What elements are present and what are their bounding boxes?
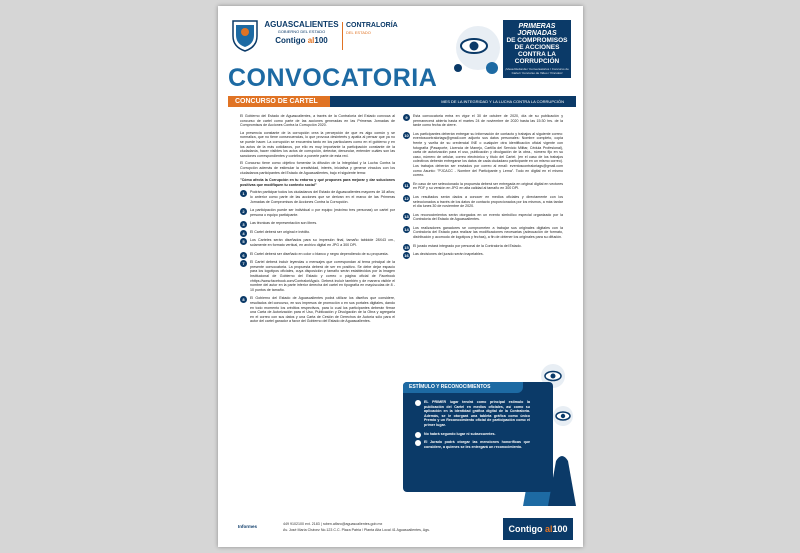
contigo-badge <box>503 518 573 540</box>
rule-text: El Gobierno del Estado de Aguascalientes podrá utilizar los diseños que considere, resultados del concurso, en sus impresos de promoción o en sus portales digitales, dando en todo momento los créditos respectivos, para lo cual los participantes deberán firmar una Carta de Autorización para el Uso, Publicación y Divulgación de la Obra y agregarla en el correo con sus datos y una Carta de Cesión de Derechos de Autoría sólo para el autor del cartel ganador a favor del Gobierno del Estado de Aguascalientes. <box>250 296 395 324</box>
rule-number: 5 <box>240 238 247 245</box>
rule-number: 11 <box>404 182 409 188</box>
rule-item <box>403 195 563 209</box>
stimulus-item <box>415 432 530 437</box>
stimulus-text: No habrá segundo lugar ni subsecuentes. <box>424 431 496 436</box>
contraloria-line-2: DEL ESTADO <box>346 30 371 35</box>
rule-text: Los realizadores ganadores se comprometen a trabajar sus originales digitales con la Contraloría del Estado para realizar las modificaciones necesarias (adecuación de formato, distribución y acomodo de logotipos y fechas), a fin de obtener los originales para su difusión. <box>413 225 563 240</box>
badge-line-2: JORNADAS <box>517 30 557 37</box>
rule-text: Esta convocatoria entra en vigor el 30 de octubre de 2020, día de su publicación y permanecerá abierta hasta el martes 24 de noviembre de 2020 hasta las 15:30 hrs. de la tarde como fecha de cierre. <box>413 114 563 128</box>
rule-number: 14 <box>404 226 409 232</box>
rule-item <box>403 114 563 128</box>
rule-text: Las decisiones del jurado serán inapelables. <box>413 252 484 257</box>
contraloria-line-1: CONTRALORÍA <box>346 22 398 29</box>
contigo-badge-b: al <box>544 524 553 534</box>
gov-slogan-a: Contigo <box>275 36 306 45</box>
rule-item <box>240 260 395 292</box>
rule-text: El Cartel deberá incluir leyendas o mensajes que correspondan al tema principal de la presente convocatoria. La propuesta deberá de ser en positivo. Se debe dejar espacio para los logotipos oficiales, cuya disposición y tamaño serán establecidos por la Imagen Institucional de Gobierno del Estado y correo o página oficial de Facebook vhttps://www.facebook.com/ContraloriAgs/o. Deberá incluir también y de manera visible el nombre del autor en la parte inferior derecha del cartel en tipografía en mayúsculas de 8 - 10 puntos de tamaño. <box>250 260 395 292</box>
rule-text: En caso de ser seleccionado la propuesta deberá ser entregada en original digital en vectores en PDF y su versión en JPG en alta calidad al tamaño en 300 DPI. <box>413 181 563 191</box>
intro-paragraph-1: El Gobierno del Estado de Aguascalientes, a través de la Contraloría del Estado convoca al concurso de cartel como parte de las acciones generadas en las Primeras Jornadas de Compromisos de Acciones Contra la Corrupción 2020. <box>240 114 395 128</box>
stimulus-heading: ESTÍMULO Y RECONOCIMIENTOS <box>403 382 523 393</box>
stimulus-text: El Jurado podrá otorgar las menciones honoríficas que considere, a quienes se les entregará un reconocimiento. <box>424 440 530 449</box>
subtitle-band <box>228 96 576 107</box>
rule-text: Los participantes deberán entregar su información de contacto y trabajos al siguiente correo: eventoscontraloriags@gmail.com adjunto sus datos personales: Nombre completo, copia frente y vuelta de su credencial INE o cualquier otra identificación oficial vigente con fotografía (Pasaporte, Licencia de Manejo, Cartilla del Servicio Militar, Cédula Profesional), carta de autorización para el uso, publicación y divulgación de la obra., número fijo en su caso, número de celular, correo electrónico y título del Cartel. (en el caso de los trabajos colectivos deberán entregarse los datos de cada ciudadano participante en un mismo correo). Los trabajos deberán ser enviados por correo al email: eventoscontraloriags@gmail.com como Asunto: "PJCACC - Nombre del Participante y Lema". Todo en digital en el mismo correo. <box>413 131 563 178</box>
gov-state: AGUASCALIENTES <box>264 20 339 29</box>
intro-paragraph-2: La presencia constante de la corrupción crea la percepción de que es algo común y se normaliza, que no tiene consecuencias, lo que provoca desinterés y apatía al pensar que ya no se puede hacer. La corrupción se encuentra tanto en los particulares como en el gobierno y en los actos de la más cotidianos, por ello es muy importante la participación constante de la ciudadanía, hacer visibles los actos de corrupción, detectar, denunciar, entender cuáles son las sanciones correspondientes y contribuir a ponerle parte de esta red. <box>240 130 395 158</box>
rule-item <box>240 221 395 226</box>
state-crest-icon <box>230 18 260 52</box>
band-right: MES DE LA INTEGRIDAD Y LA LUCHA CONTRA LA CORRUPCIÓN <box>441 99 564 104</box>
rule-text: Los reconocimientos serán otorgados en un evento simbólico especial organizado por la Contraloría del Estado de Aguascalientes. <box>413 212 563 222</box>
gov-sub: GOBIERNO DEL ESTADO <box>277 29 326 34</box>
gov-slogan-b: al <box>307 36 315 45</box>
bullet-icon <box>415 440 421 446</box>
rule-number: 1 <box>240 190 247 197</box>
rule-text: Los resultados serán dados a conocer en medios oficiales y directamente con los seleccionados a través de los datos de contacto proporcionados por los mismos, a más tardar el día lunes 30 de noviembre de 2020. <box>413 194 563 209</box>
page-title: CONVOCATORIA <box>228 64 438 92</box>
footer-address: Av. José María Chávez No.123 C.C. Plaza Patria / Planta Alta Local 41 Aguascalientes, Ags. <box>283 528 430 532</box>
rule-text: El jurado estará integrado por personal de la Contraloría del Estado. <box>413 243 522 248</box>
rule-item <box>403 132 563 178</box>
stimulus-item <box>415 400 530 428</box>
eye-decoration-icon <box>448 16 508 81</box>
rule-text: El Cartel deberá ser diseñado en color o blanco y negro dependiendo de su propuesta. <box>250 251 389 256</box>
rule-item <box>240 296 395 324</box>
rule-text: Los Carteles serán diseñados para su impresión final, tamaño tabloide 28X43 cm., solamente en formato vertical, en archivo digital en JPG a 300 DPI. <box>250 238 395 248</box>
rule-number: 3 <box>240 221 247 228</box>
rule-item <box>403 244 563 249</box>
footer <box>228 518 573 542</box>
rule-item <box>403 252 563 257</box>
right-column <box>403 114 563 261</box>
rule-text: Las técnicas de representación son libres. <box>250 221 318 226</box>
rule-text: El Cartel deberá ser original e inédito. <box>250 229 311 234</box>
band-left: CONCURSO DE CARTEL <box>228 96 330 107</box>
gov-slogan <box>264 36 339 45</box>
badge-small: ¡Mesa Redonda / Conversatorios / Concurso de Cartel / Concurso de Video / Vínculos! <box>505 67 569 75</box>
badge-line-6: CORRUPCIÓN <box>514 58 560 65</box>
rule-item <box>240 252 395 257</box>
badge-date: Octubre de 2020 <box>525 77 549 81</box>
stimulus-item <box>415 440 530 449</box>
badge-line-1: PRIMERAS <box>518 23 556 30</box>
rule-item <box>240 238 395 247</box>
rule-text: La participación puede ser individual o por equipo (máximo tres personas) un cartel por persona o equipo participante. <box>250 208 395 217</box>
rule-number: 6 <box>240 252 247 259</box>
footer-contact: 449 9102100 ext. 2183 | ruben.alfaro@aguascalientes.gob.mx <box>283 522 383 526</box>
poster <box>218 6 583 547</box>
stimulus-text: EL PRIMER lugar tendrá como principal estímulo la publicación del Cartel en medios oficiales, así como su aplicación en la identidad gráfica digital de la Contraloría. Además, se le otorgará una tableta gráfica como único Premio y un Reconocimiento oficial de participación como el primer lugar. <box>424 400 530 427</box>
intro-paragraph-3: El Concurso tiene como objetivo fomentar la difusión de la Integridad y la Lucha Contra la Corrupción además de estimular la creatividad, interés, iniciativa y generar vínculos con los ciudadanos participantes del Estado de Aguascalientes, bajo el siguiente tema: <box>240 161 395 175</box>
rule-number: 13 <box>404 213 409 219</box>
government-logo-text <box>264 20 339 45</box>
rule-item <box>403 226 563 240</box>
rule-number: 4 <box>240 230 247 237</box>
rule-number: 7 <box>240 260 247 267</box>
rule-item <box>240 230 395 235</box>
rule-item <box>240 190 395 204</box>
badge-line-5: CONTRA LA <box>517 51 557 58</box>
rule-number: 8 <box>240 296 247 303</box>
rule-number: 12 <box>404 195 409 201</box>
rule-number: 2 <box>240 208 247 215</box>
stimulus-box <box>403 382 553 492</box>
rule-number: 15 <box>404 244 409 250</box>
contraloria-logo <box>346 22 398 35</box>
header-logos <box>230 18 400 58</box>
logo-divider <box>342 22 343 50</box>
rule-item <box>403 182 563 191</box>
theme-question: "Cómo afecta la Corrupción en tu entorno y qué propones para mejorar y dar soluciones positivas que modifiquen tu contexto social" <box>240 178 395 187</box>
rule-number: 16 <box>404 253 409 259</box>
stimulus-list <box>415 400 530 453</box>
rule-item <box>240 208 395 217</box>
contigo-badge-c: 100 <box>552 524 568 534</box>
badge-line-4: DE ACCIONES <box>514 44 560 51</box>
bullet-icon <box>415 432 421 438</box>
bullet-icon <box>415 400 421 406</box>
left-column <box>240 114 395 328</box>
rule-text: Podrán participar todos los ciudadanos del Estado de Aguascalientes mayores de 18 años; lo anterior como parte de las acciones que se derivan en el marco de las Primeras Jornadas de Compromisos de Acciones Contra la Corrupción. <box>250 190 395 204</box>
jornadas-badge <box>503 20 571 81</box>
rule-number: 9 <box>403 114 410 121</box>
footer-label: Informes <box>238 524 258 529</box>
contigo-badge-a: Contigo <box>508 524 543 534</box>
badge-line-3: DE COMPROMISOS <box>506 37 568 44</box>
gov-slogan-c: 100 <box>314 36 328 45</box>
rule-item <box>403 213 563 222</box>
rule-number: 10 <box>404 132 409 138</box>
